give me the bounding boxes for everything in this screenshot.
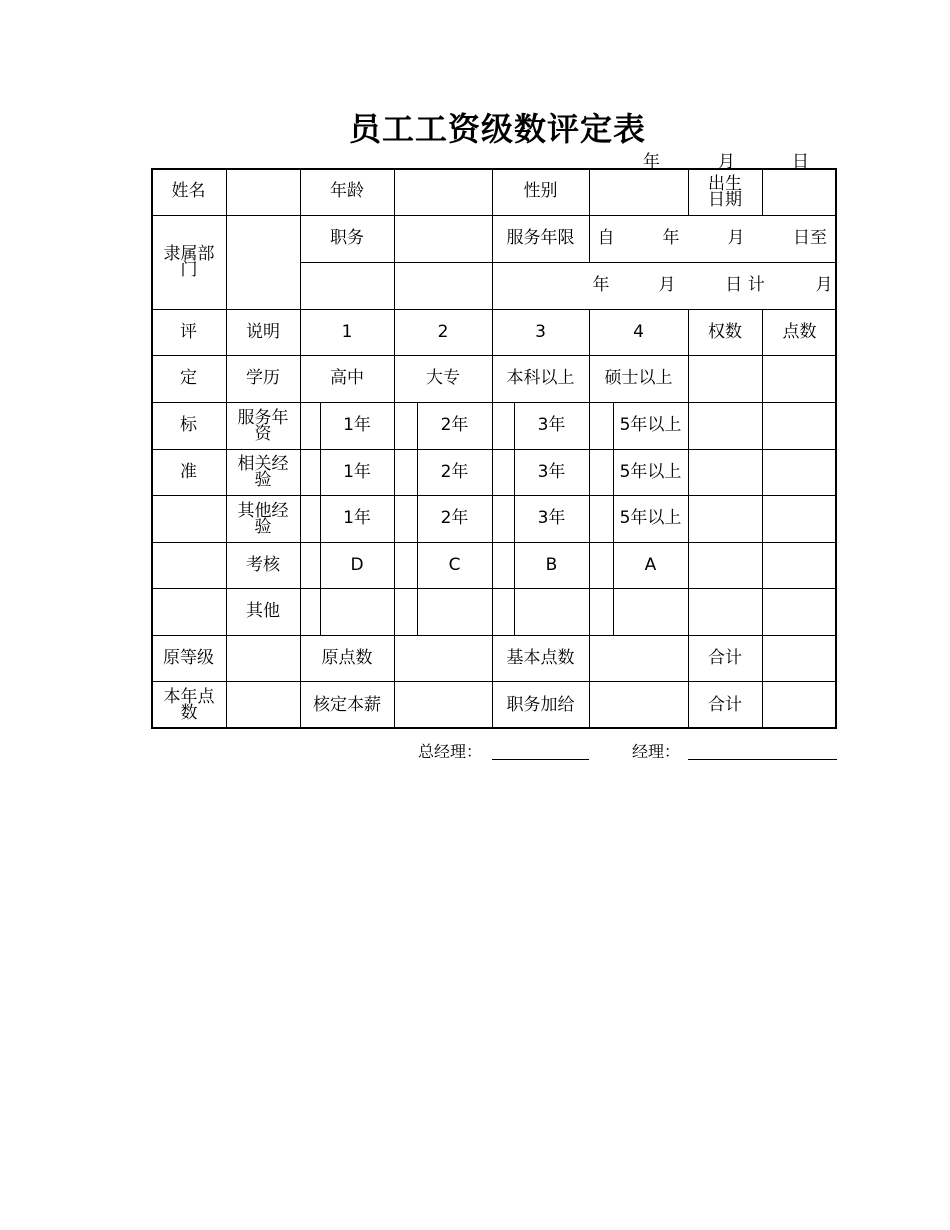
- page-title: 员工工资级数评定表: [348, 110, 646, 148]
- from-label: 自: [597, 228, 615, 248]
- birth-label: 出生日期: [708, 173, 742, 210]
- date-year: 年: [643, 152, 660, 172]
- desc-header: 说明: [246, 321, 280, 342]
- criteria-value: 3年: [537, 415, 566, 435]
- criteria-row-label: 其他: [246, 601, 280, 621]
- criteria-value: 2年: [440, 508, 469, 528]
- criteria-value[interactable]: [613, 588, 688, 635]
- base-points-label: 基本点数: [506, 647, 575, 668]
- criteria-value: 5年以上: [619, 461, 682, 482]
- criteria-value[interactable]: [320, 588, 394, 635]
- service-years-label: 服务年限: [506, 228, 575, 248]
- gender-label: 性别: [523, 181, 558, 201]
- education-label: 学历: [246, 368, 280, 388]
- criteria-value: 2年: [440, 461, 469, 482]
- total-label: 合计: [708, 694, 742, 715]
- position-bonus-label: 职务加给: [506, 694, 575, 715]
- criteria-value: 5年以上: [619, 415, 682, 435]
- criteria-row-label: 考核: [246, 554, 280, 575]
- name-label: 姓名: [171, 181, 206, 201]
- manager-signature-line[interactable]: [688, 759, 837, 760]
- criteria-value: B: [545, 554, 558, 575]
- criteria-value[interactable]: [417, 588, 492, 635]
- criteria-char: 评: [180, 321, 197, 342]
- criteria-value: C: [448, 554, 461, 575]
- level-header: 2: [437, 321, 449, 342]
- age-field[interactable]: [394, 168, 492, 215]
- criteria-value: D: [350, 554, 364, 575]
- level-header: 1: [341, 321, 353, 342]
- criteria-row-label: 其他经验: [237, 500, 289, 537]
- date-month: 月: [718, 152, 735, 172]
- date-day: 日: [792, 152, 809, 172]
- points-header: 点数: [782, 321, 817, 342]
- gm-signature-line[interactable]: [492, 759, 589, 760]
- criteria-value: 3年: [537, 508, 566, 528]
- total-month-label: 月: [815, 275, 833, 295]
- weight-header: 权数: [708, 321, 742, 342]
- to-day-label: 日至: [793, 228, 827, 248]
- dept-label: 隶属部门: [163, 244, 215, 280]
- orig-grade-label: 原等级: [163, 647, 214, 668]
- dept-field[interactable]: [226, 215, 300, 309]
- end-day-label: 日 计: [725, 275, 765, 295]
- criteria-char: 定: [180, 368, 197, 388]
- criteria-value: A: [644, 554, 657, 575]
- education-value: 高中: [330, 368, 364, 388]
- criteria-row-label: 相关经验: [237, 454, 289, 490]
- total-label: 合计: [708, 647, 742, 668]
- position-field[interactable]: [394, 215, 492, 262]
- end-year-label: 年: [592, 275, 610, 295]
- criteria-value: 3年: [537, 461, 566, 482]
- grid-line: [688, 168, 689, 215]
- criteria-char: 准: [180, 461, 197, 482]
- level-header: 3: [535, 321, 546, 342]
- from-year-label: 年: [662, 228, 680, 248]
- criteria-row-label: 服务年资: [237, 407, 289, 444]
- gender-field[interactable]: [589, 168, 688, 215]
- level-header: 4: [633, 321, 644, 342]
- education-value: 本科以上: [506, 368, 575, 388]
- manager-signature-label: 经理：: [632, 742, 681, 761]
- name-field[interactable]: [226, 168, 300, 215]
- orig-points-label: 原点数: [321, 647, 373, 668]
- from-month-label: 月: [727, 228, 745, 248]
- grid-line: [589, 635, 590, 729]
- grid-line: [762, 309, 763, 729]
- criteria-char: 标: [180, 415, 197, 435]
- criteria-value[interactable]: [514, 588, 589, 635]
- grid-line: [394, 635, 395, 729]
- education-value: 硕士以上: [604, 368, 673, 388]
- criteria-value: 2年: [440, 415, 469, 435]
- age-label: 年龄: [330, 181, 364, 201]
- criteria-value: 1年: [343, 461, 371, 482]
- education-value: 大专: [426, 368, 460, 388]
- criteria-value: 1年: [343, 415, 371, 435]
- gm-signature-label: 总经理：: [418, 742, 483, 761]
- position-label: 职务: [330, 228, 364, 248]
- this-year-points-label: 本年点数: [163, 687, 215, 723]
- birth-field[interactable]: [762, 168, 837, 215]
- criteria-value: 5年以上: [619, 508, 682, 528]
- approved-salary-label: 核定本薪: [313, 694, 381, 715]
- end-month-label: 月: [658, 275, 676, 295]
- criteria-value: 1年: [343, 508, 371, 528]
